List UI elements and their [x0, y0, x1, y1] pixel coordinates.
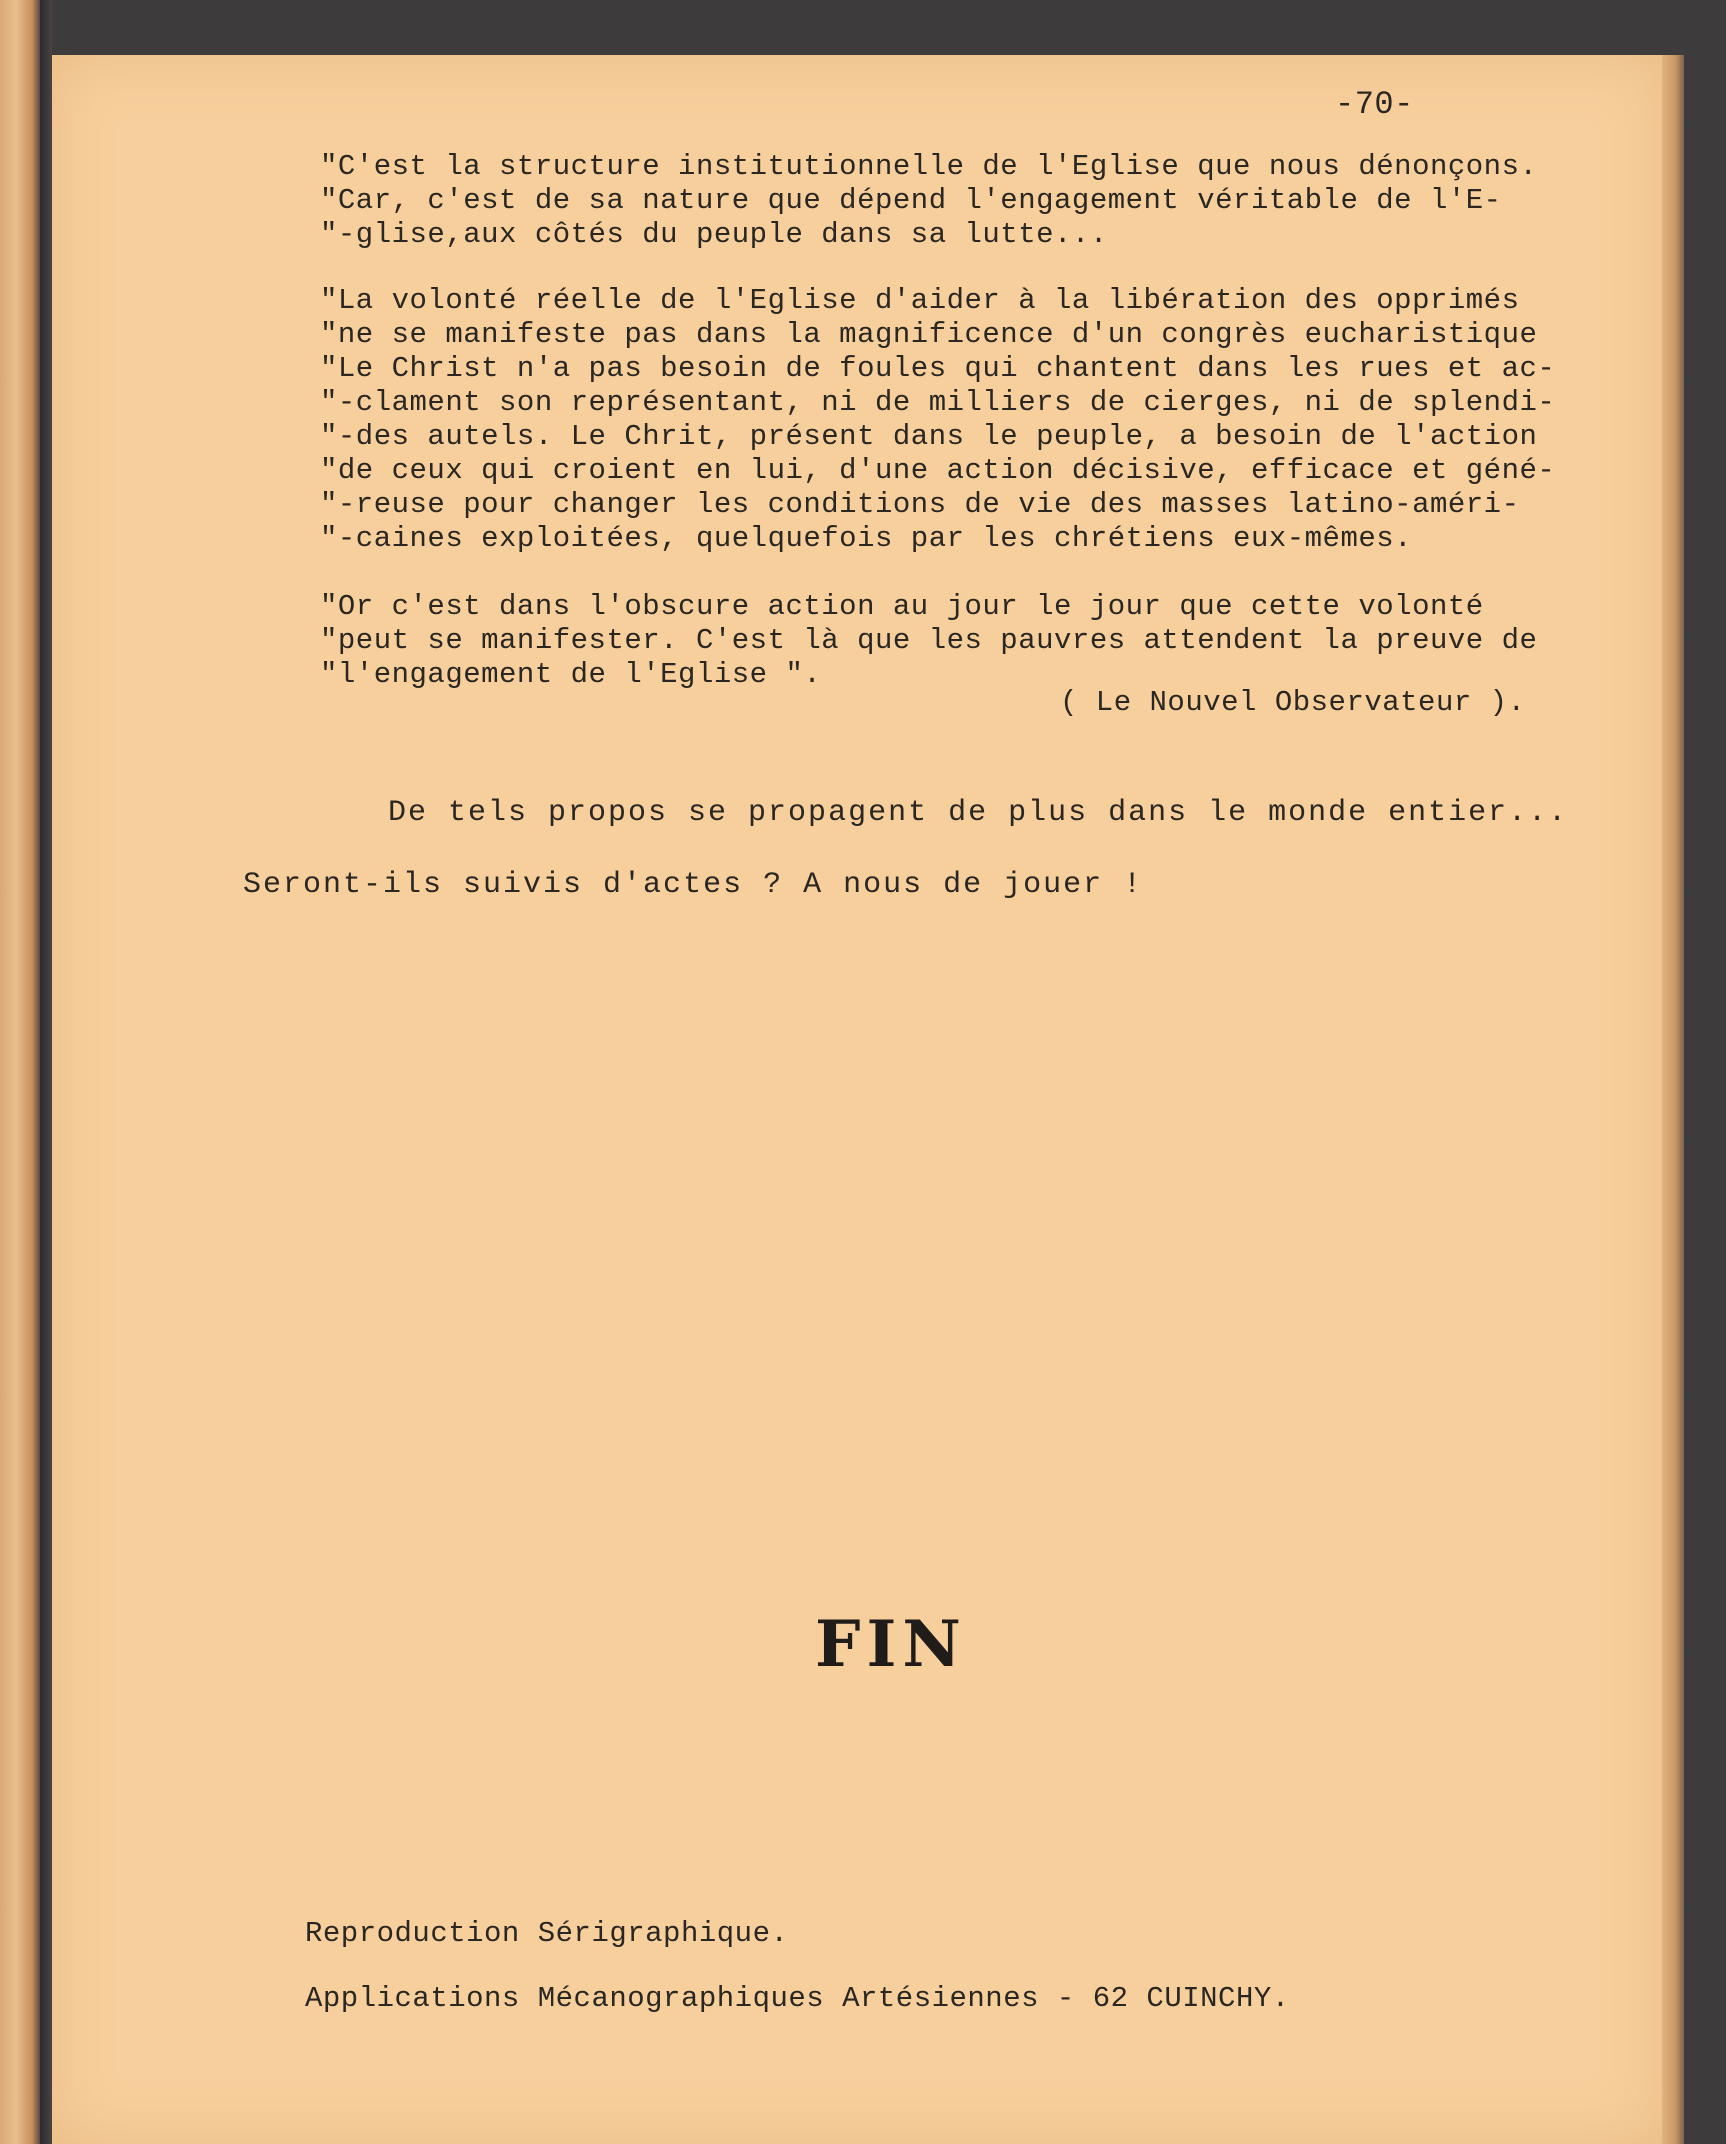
colophon-line-1: Reproduction Sérigraphique. [305, 1917, 789, 1950]
binding-gutter [40, 0, 52, 2144]
fin-heading: FIN [815, 1607, 967, 1682]
colophon-line-2: Applications Mécanographiques Artésiennes - 62 CUINCHY. [305, 1982, 1290, 2015]
quote-paragraph-3: "Or c'est dans l'obscure action au jour le jour que cette volonté "peut se manifester. C'est là que les pauvres attendent la preuve de "l'engagement de l'Eglise ". [320, 590, 1538, 691]
closing-line-2: Seront-ils suivis d'actes ? A nous de jouer ! [243, 868, 1144, 902]
left-page-edge [0, 0, 40, 2144]
page-right-edge [1662, 55, 1684, 2144]
closing-line-1: De tels propos se propagent de plus dans le monde entier... [388, 796, 1569, 830]
quote-paragraph-1: "C'est la structure institutionnelle de l'Eglise que nous dénonçons. "Car, c'est de sa nature que dépend l'engagement véritable de l'E- "-glise,aux côtés du peuple dans sa lutte... [320, 150, 1538, 251]
quote-paragraph-2: "La volonté réelle de l'Eglise d'aider à la libération des opprimés "ne se manifeste pas dans la magnificence d'un congrès eucharistique "Le Christ n'a pas besoin de foules qui chantent dans les rues et ac- "-clament son représentant, ni de milliers de cierges, ni de splendi- "-des autels. Le Chrit, présent dans le peuple, a besoin de l'action "de ceux qui croient en lui, d'une action décisive, efficace et géné- "-reuse pour changer les conditions de vie des masses latino-améri- "-caines exploitées, quelquefois par les chrétiens eux-mêmes. [320, 284, 1556, 555]
page-number: -70- [1335, 86, 1414, 123]
quote-source: ( Le Nouvel Observateur ). [1060, 686, 1526, 719]
